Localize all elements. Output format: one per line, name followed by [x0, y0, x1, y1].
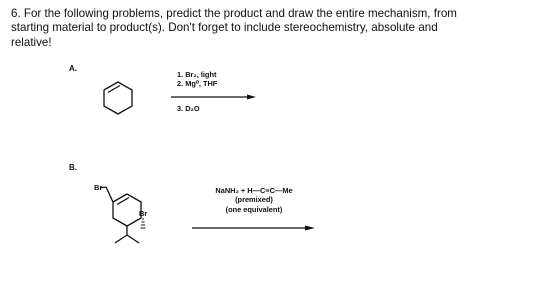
part-b-reagents: NaNH₂ + H—C≡C—Me — [215, 186, 293, 195]
part-b-reaction-arrow — [192, 226, 315, 231]
part-a-condition-3: 3. D₂O — [177, 104, 200, 113]
substituted-cyclohexene-structure — [100, 187, 141, 243]
part-a-condition-2: 2. Mg⁰, THF — [177, 79, 218, 89]
part-b-equivalent-note: (one equivalent) — [225, 204, 283, 214]
isopropyl-methyl-1 — [115, 235, 127, 243]
question-line-1: 6. For the following problems, predict the product and draw the entire mechanism, from — [11, 7, 457, 20]
isopropyl-methyl-2 — [127, 235, 139, 243]
part-a-reaction-arrow — [171, 95, 256, 100]
part-a-label: A. — [69, 64, 77, 73]
hashed-wedge-bond — [141, 219, 146, 228]
part-a-condition-1: 1. Br₂, light — [177, 70, 217, 79]
cyclohexene-structure — [104, 82, 132, 114]
ch2-bond — [106, 187, 113, 202]
ring-br-label: Br — [139, 209, 148, 218]
part-b-premixed-note: (premixed) — [235, 195, 273, 205]
bromomethyl-br-label: Br — [94, 183, 103, 192]
question-line-2: starting material to product(s). Don't forget to include stereochemistry, absolute and — [11, 21, 438, 35]
part-b-label: B. — [69, 163, 77, 172]
question-line-3: relative! — [11, 35, 52, 49]
